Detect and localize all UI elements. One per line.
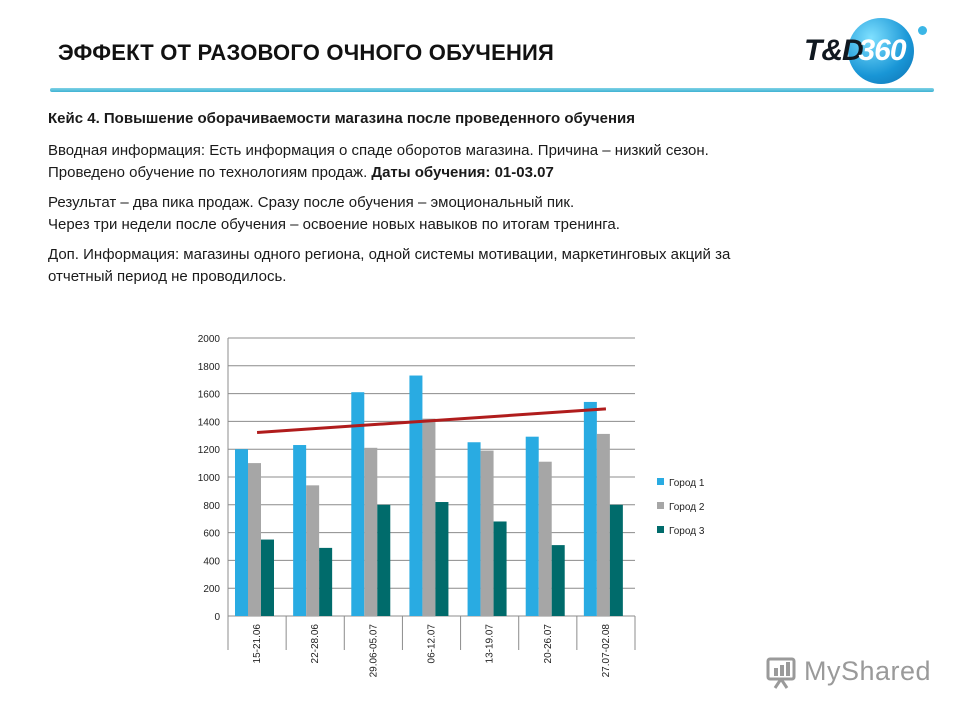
y-tick-label: 600	[203, 528, 220, 540]
y-tick-label: 0	[214, 612, 220, 623]
x-tick-label: 06-12.07	[426, 624, 438, 664]
bar-3	[435, 502, 448, 616]
y-tick-label: 1000	[197, 473, 220, 484]
legend-label: Город 3	[669, 526, 705, 537]
bar-2	[539, 462, 552, 616]
bar-2	[481, 451, 494, 616]
y-tick-label: 1600	[197, 389, 220, 401]
training-dates: Даты обучения: 01-03.07	[371, 164, 554, 181]
bar-1	[235, 449, 248, 616]
bar-2	[422, 419, 435, 616]
x-tick-label: 22-28.06	[310, 624, 322, 664]
x-tick-label: 13-19.07	[484, 624, 496, 664]
legend-swatch	[657, 526, 664, 533]
title-divider	[50, 88, 934, 92]
td360-logo	[800, 12, 930, 82]
intro-line-2	[48, 162, 908, 184]
intro-line-2-text: Проведено обучение по технологиям продаж.	[48, 164, 372, 181]
page-title: ЭФФЕКТ ОТ РАЗОВОГО ОЧНОГО ОБУЧЕНИЯ	[58, 40, 555, 65]
sales-bar-chart	[170, 326, 750, 698]
extra-line-2: отчетный период не проводилось.	[48, 268, 287, 285]
result-line-2: Через три недели после обучения – освоение новых навыков по итогам тренинга.	[48, 216, 620, 233]
bar-1	[468, 442, 481, 616]
result-line-1: Результат – два пика продаж. Сразу после обучения – эмоциональный пик.	[48, 194, 575, 211]
bar-2	[364, 448, 377, 616]
intro-line-1: Вводная информация: Есть информация о спаде оборотов магазина. Причина – низкий сезон.	[48, 142, 709, 159]
bar-1	[293, 445, 306, 616]
bar-1	[409, 376, 422, 616]
logo-dot-icon	[918, 26, 927, 35]
y-tick-label: 400	[203, 556, 220, 568]
bar-2	[306, 485, 319, 616]
extra-line-1: Доп. Информация: магазины одного региона, одной системы мотивации, маркетинговых акций за	[48, 246, 731, 263]
result-paragraph	[48, 192, 908, 236]
legend-swatch	[657, 502, 664, 509]
bar-1	[584, 402, 597, 616]
bar-3	[494, 521, 507, 616]
legend-label: Город 2	[669, 502, 705, 513]
bar-3	[261, 540, 274, 616]
bar-3	[319, 548, 332, 616]
watermark-text: MyShared	[804, 656, 932, 686]
y-tick-label: 1800	[197, 361, 220, 373]
bar-1	[526, 437, 539, 616]
bar-3	[377, 505, 390, 616]
x-tick-label: 15-21.06	[252, 624, 264, 664]
x-tick-label: 29.06-05.07	[368, 624, 380, 678]
bar-2	[597, 434, 610, 616]
y-tick-label: 1400	[197, 417, 220, 429]
bar-3	[610, 505, 623, 616]
y-tick-label: 1200	[197, 445, 220, 457]
y-tick-label: 2000	[197, 334, 220, 345]
legend-swatch	[657, 478, 664, 485]
x-tick-label: 27.07-02.08	[600, 624, 612, 678]
bar-2	[248, 463, 261, 616]
y-tick-label: 800	[203, 500, 220, 512]
extra-info-paragraph	[48, 244, 908, 288]
case-title: Кейс 4. Повышение оборачиваемости магазина после проведенного обучения	[48, 110, 636, 127]
presentation-icon	[766, 656, 798, 690]
x-tick-label: 20-26.07	[542, 624, 554, 664]
intro-paragraph	[48, 140, 908, 184]
logo-text: T&D	[804, 34, 863, 67]
watermark	[766, 654, 932, 694]
logo-number: 360	[858, 34, 906, 67]
bar-3	[552, 545, 565, 616]
y-tick-label: 200	[203, 584, 220, 596]
legend-label: Город 1	[669, 478, 705, 489]
